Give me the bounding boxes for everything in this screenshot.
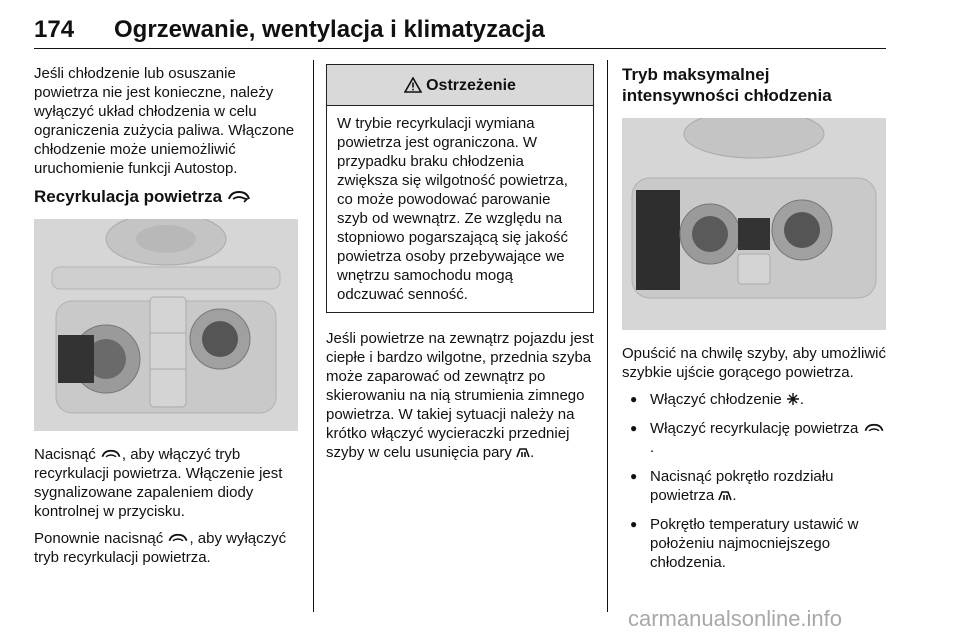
list-item — [622, 467, 886, 505]
recirculation-icon — [863, 423, 885, 435]
intro-paragraph: Jeśli chłodzenie lub osuszanie powietrza nie jest konieczne, należy wyłączyć układ chłodzenia w celu ograniczenia zużycia paliwa. Włączone chłodzenie może uniemożliwić uruchomienie funkcji Autostop. — [34, 65, 295, 177]
windshield-airflow-icon — [516, 447, 530, 459]
recirculation-panel-image — [34, 219, 298, 431]
windshield-airflow-icon — [718, 490, 732, 502]
page-header — [34, 16, 884, 52]
watermark: carmanualsonline.info — [628, 606, 843, 631]
warning-header — [327, 65, 593, 106]
fogging-paragraph — [326, 329, 594, 462]
step-text: Włączyć recyrkulację powietrza — [650, 420, 859, 437]
recirculation-icon — [227, 190, 251, 204]
column-3 — [622, 64, 886, 582]
recirculation-on-paragraph — [34, 445, 300, 521]
recirculation-icon — [167, 533, 189, 545]
list-item — [622, 419, 886, 457]
column-1 — [34, 64, 300, 575]
recirculation-on-text-a: Nacisnąć — [34, 446, 96, 463]
warning-title: Ostrzeżenie — [426, 76, 516, 94]
warning-triangle-icon — [404, 77, 422, 93]
step-text-end: . — [650, 439, 655, 456]
warning-text: W trybie recyrkulacji wymiana powietrza jest ograniczona. W przypadku braku chłodzenia zwiększa się wilgotność powietrza, co może powodować parowanie szyb od wewnątrz. Ze względu na stopniowo pogarszającą się jakość powietrza osoby przebywające we wnętrzu samochodu mogą odczuwać senność. — [337, 115, 568, 303]
header-rule — [34, 48, 886, 49]
recirculation-icon — [100, 449, 122, 461]
column-divider-2 — [607, 60, 608, 612]
recirculation-off-text-b: , aby wyłączyć tryb recyrkulacji powietrza. — [34, 530, 287, 566]
max-cooling-panel-image — [622, 118, 886, 330]
column-2 — [326, 64, 594, 470]
snowflake-icon — [786, 392, 800, 406]
warning-box — [326, 64, 594, 313]
max-cooling-heading: Tryb maksymalnej intensywności chłodzenia — [622, 65, 832, 105]
step-text: Nacisnąć pokrętło rozdziału powietrza — [650, 468, 834, 504]
recirculation-heading — [34, 186, 300, 207]
max-cooling-steps — [622, 390, 886, 572]
list-item — [622, 515, 886, 572]
fogging-text-a: Jeśli powietrze na zewnątrz pojazdu jest ciepłe i bardzo wilgotne, przednia szyba może zaparować od zewnątrz po skierowaniu na nią strumienia zimnego powietrza. W takiej sytuacji należy na krótko włączyć wycieraczki przedniej szyby w celu usunięcia pary — [326, 330, 594, 461]
recirculation-on-text-b: , aby włączyć tryb recyrkulacji powietrza. Włączenie jest sygnalizowane zapaleniem diody kontrolnej w przycisku. — [34, 446, 283, 520]
step-text: Pokrętło temperatury ustawić w położeniu najmocniejszego chłodzenia. — [650, 516, 859, 571]
recirculation-heading-text: Recyrkulacja powietrza — [34, 187, 223, 206]
max-cooling-paragraph: Opuścić na chwilę szyby, aby umożliwić szybkie ujście gorącego powietrza. — [622, 345, 886, 381]
list-item — [622, 390, 886, 409]
column-divider-1 — [313, 60, 314, 612]
step-text-end: . — [799, 391, 805, 408]
step-text: Włączyć chłodzenie — [650, 391, 782, 408]
recirculation-off-paragraph — [34, 529, 300, 567]
recirculation-off-text-a: Ponownie nacisnąć — [34, 530, 164, 547]
step-text-end: . — [732, 487, 737, 504]
page-title: Ogrzewanie, wentylacja i klimatyzacja — [114, 16, 545, 43]
fogging-text-b: . — [530, 444, 535, 461]
page-number: 174 — [34, 16, 75, 43]
